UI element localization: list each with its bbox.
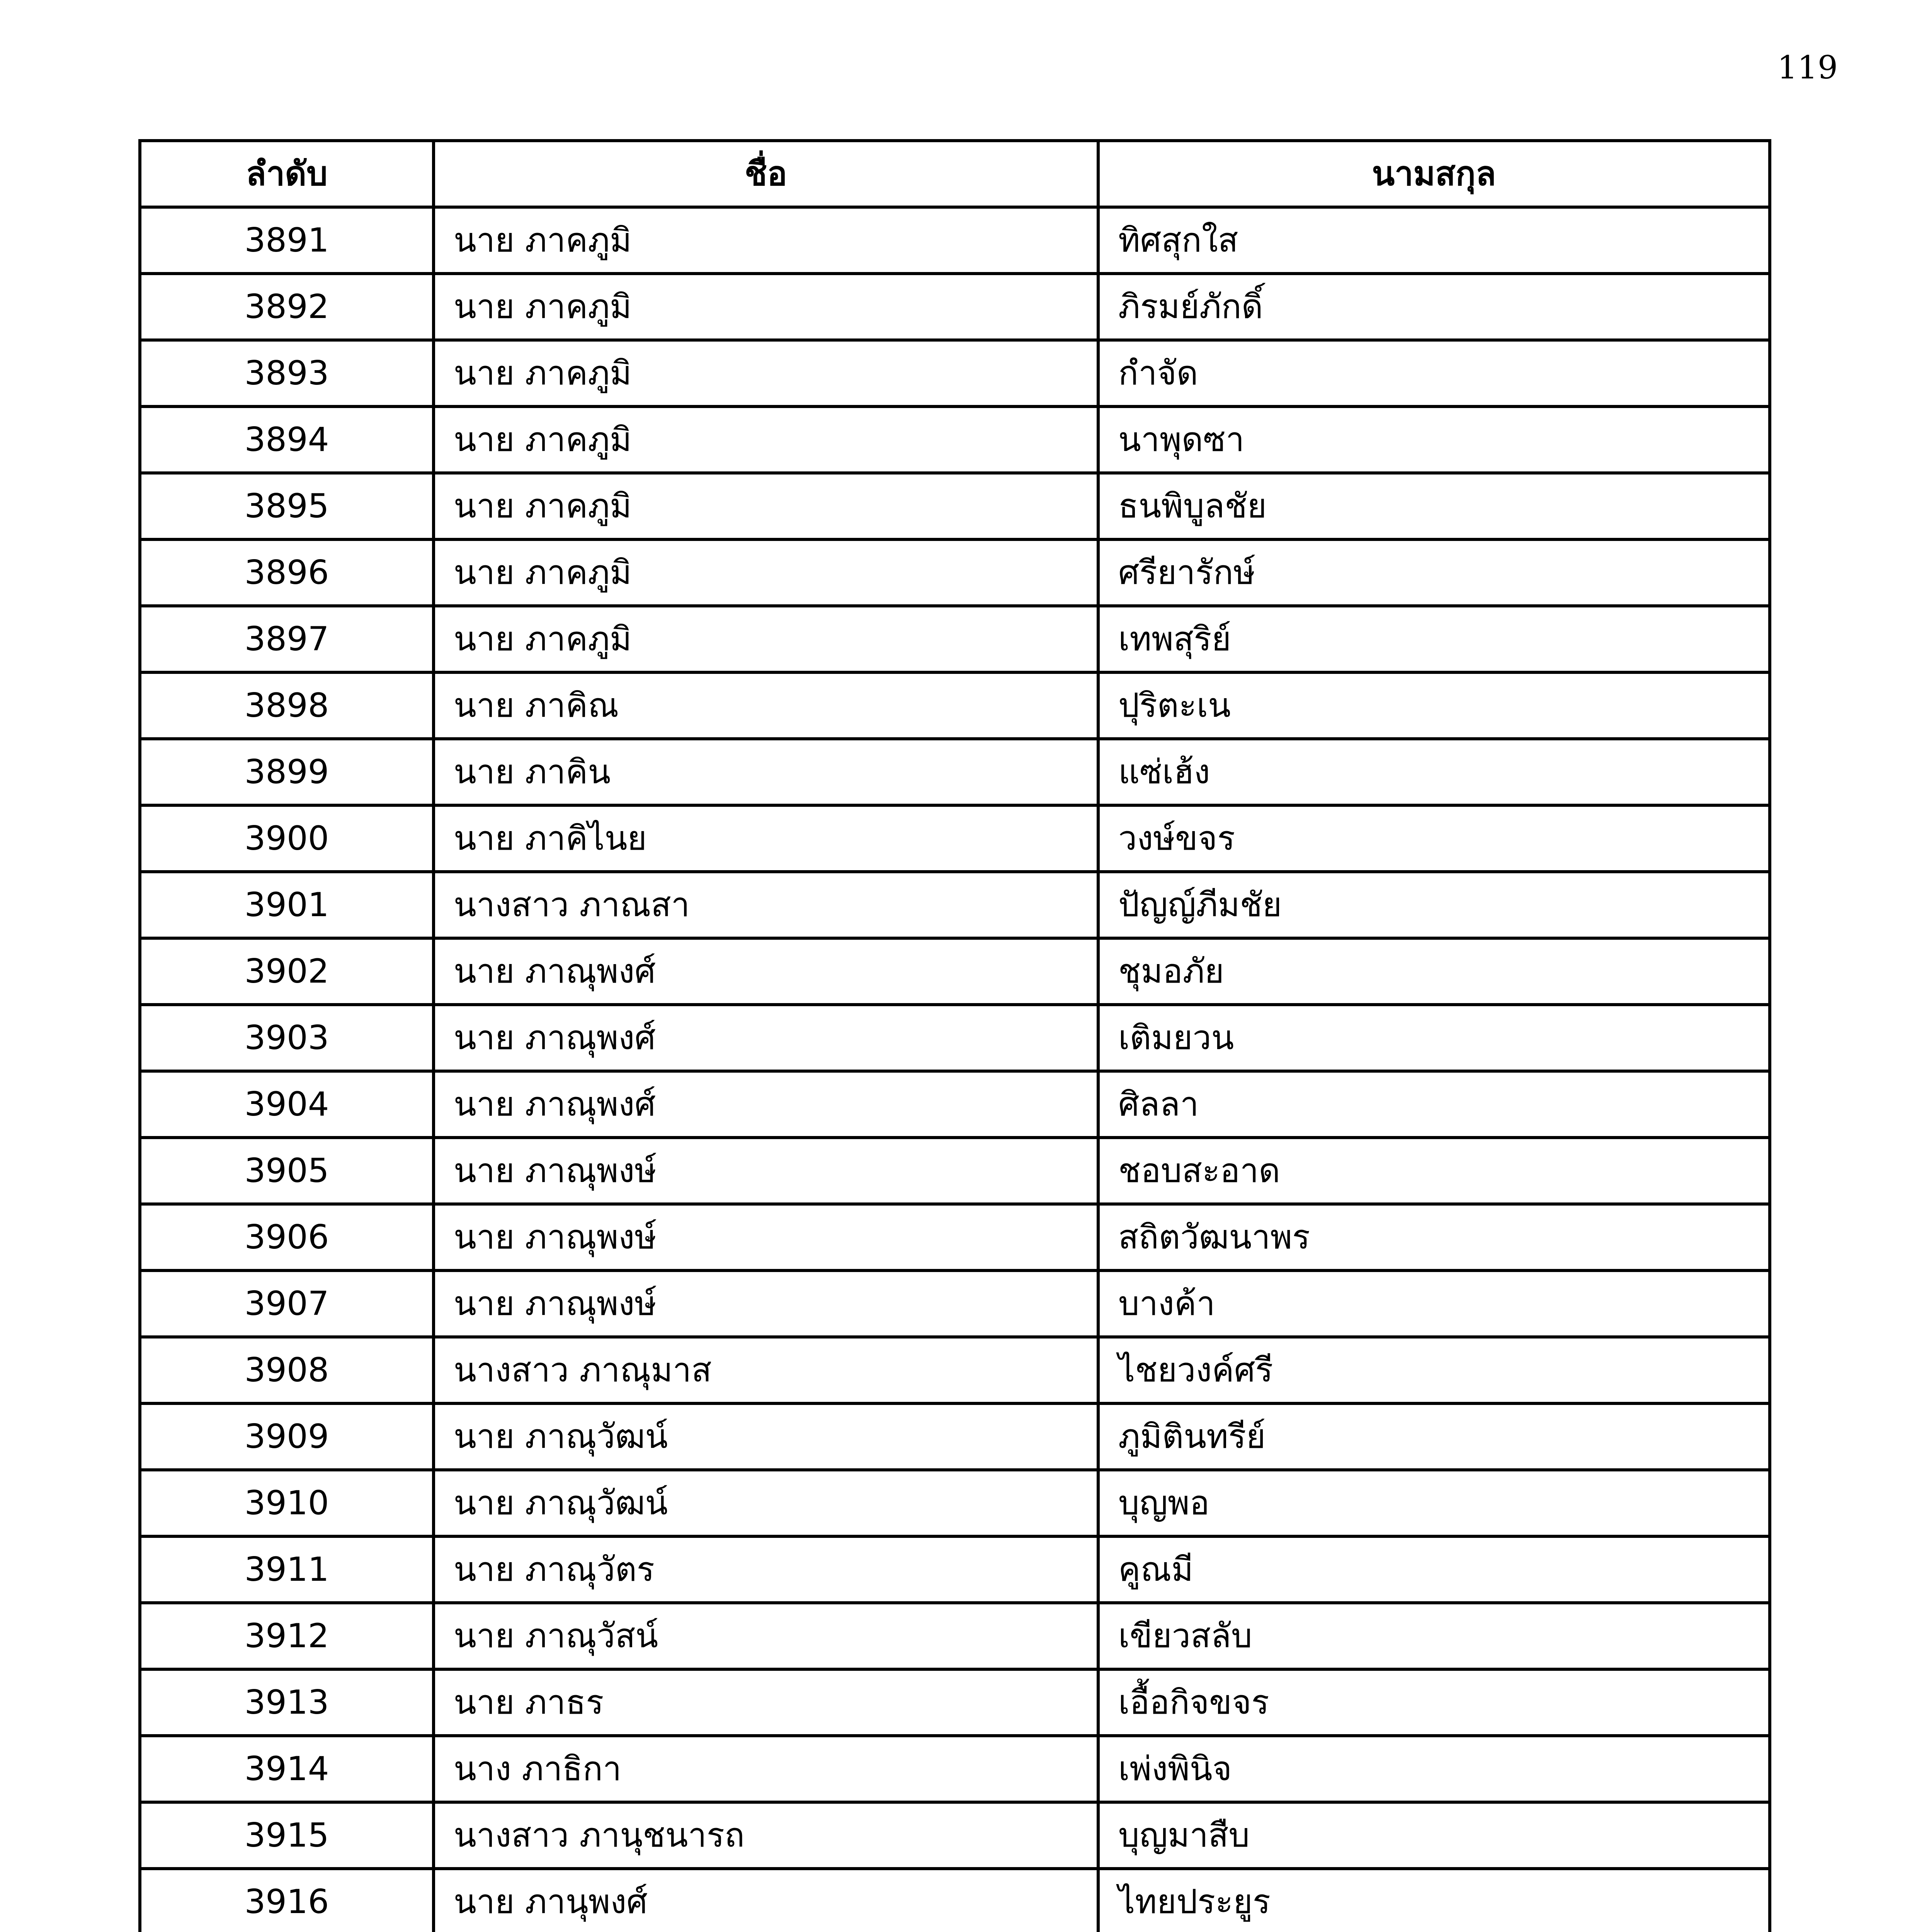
sequence-cell: 3907 [140, 1270, 434, 1337]
surname-cell: สถิตวัฒนาพร [1098, 1204, 1770, 1270]
surname-cell: ไทยประยูร [1098, 1869, 1770, 1932]
name-cell: นางสาว ภานุชนารถ [434, 1802, 1098, 1869]
name-cell: นาย ภาณุพงศ์ [434, 938, 1098, 1005]
name-cell: นาง ภาธิกา [434, 1736, 1098, 1802]
sequence-cell: 3915 [140, 1802, 434, 1869]
sequence-cell: 3902 [140, 938, 434, 1005]
name-cell: นาย ภาคภูมิ [434, 340, 1098, 406]
surname-cell: แซ่เฮ้ง [1098, 739, 1770, 805]
table-row [140, 1536, 1770, 1603]
surname-cell: เขียวสลับ [1098, 1603, 1770, 1669]
name-cell: นาย ภาคภูมิ [434, 207, 1098, 274]
table-header-row [140, 141, 1770, 207]
surname-cell: ปุริตะเน [1098, 672, 1770, 739]
sequence-cell: 3913 [140, 1669, 434, 1736]
surname-cell: วงษ์ขจร [1098, 805, 1770, 872]
sequence-cell: 3909 [140, 1403, 434, 1470]
surname-cell: กำจัด [1098, 340, 1770, 406]
sequence-cell: 3903 [140, 1005, 434, 1071]
header-sequence: ลำดับ [140, 141, 434, 207]
table-row [140, 872, 1770, 938]
sequence-cell: 3908 [140, 1337, 434, 1403]
table-row [140, 1869, 1770, 1932]
name-cell: นาย ภาคภูมิ [434, 606, 1098, 672]
sequence-cell: 3894 [140, 406, 434, 473]
table-row [140, 1204, 1770, 1270]
surname-cell: ศรียารักษ์ [1098, 539, 1770, 606]
surname-cell: ชุมอภัย [1098, 938, 1770, 1005]
table-row [140, 473, 1770, 539]
table-row [140, 1470, 1770, 1536]
name-cell: นาย ภาคิไนย [434, 805, 1098, 872]
name-cell: นาย ภาณุวัฒน์ [434, 1403, 1098, 1470]
surname-cell: ปัญญ์ภีมชัย [1098, 872, 1770, 938]
sequence-cell: 3905 [140, 1138, 434, 1204]
surname-cell: เพ่งพินิจ [1098, 1736, 1770, 1802]
sequence-cell: 3899 [140, 739, 434, 805]
sequence-cell: 3901 [140, 872, 434, 938]
table-row [140, 406, 1770, 473]
sequence-cell: 3910 [140, 1470, 434, 1536]
sequence-cell: 3898 [140, 672, 434, 739]
name-cell: นาย ภาคิน [434, 739, 1098, 805]
table-row [140, 340, 1770, 406]
sequence-cell: 3895 [140, 473, 434, 539]
surname-cell: ภิรมย์ภักดิ์ [1098, 274, 1770, 340]
name-cell: นาย ภาณุพงศ์ [434, 1005, 1098, 1071]
surname-cell: ทิศสุกใส [1098, 207, 1770, 274]
sequence-cell: 3896 [140, 539, 434, 606]
surname-cell: ชอบสะอาด [1098, 1138, 1770, 1204]
name-cell: นาย ภาณุพงศ์ [434, 1071, 1098, 1138]
surname-cell: เอื้อกิจขจร [1098, 1669, 1770, 1736]
table-row [140, 1736, 1770, 1802]
name-cell: นาย ภาณุวัสน์ [434, 1603, 1098, 1669]
table-row [140, 1603, 1770, 1669]
name-cell: นาย ภาณุวัฒน์ [434, 1470, 1098, 1536]
surname-cell: บางค้า [1098, 1270, 1770, 1337]
surname-cell: ภูมิตินทรีย์ [1098, 1403, 1770, 1470]
sequence-cell: 3906 [140, 1204, 434, 1270]
name-cell: นาย ภานุพงศ์ [434, 1869, 1098, 1932]
table-row [140, 539, 1770, 606]
table-row [140, 938, 1770, 1005]
sequence-cell: 3897 [140, 606, 434, 672]
sequence-cell: 3892 [140, 274, 434, 340]
name-cell: นาย ภาคภูมิ [434, 274, 1098, 340]
table-row [140, 606, 1770, 672]
name-cell: นาย ภาคภูมิ [434, 473, 1098, 539]
name-cell: นางสาว ภาณุมาส [434, 1337, 1098, 1403]
name-list-table [138, 139, 1771, 1932]
table-row [140, 1669, 1770, 1736]
table-row [140, 207, 1770, 274]
sequence-cell: 3914 [140, 1736, 434, 1802]
surname-cell: เติมยวน [1098, 1005, 1770, 1071]
surname-cell: บุญมาสืบ [1098, 1802, 1770, 1869]
surname-cell: ศิลลา [1098, 1071, 1770, 1138]
name-cell: นาย ภาคภูมิ [434, 406, 1098, 473]
table-row [140, 1403, 1770, 1470]
name-cell: นาย ภาณุพงษ์ [434, 1138, 1098, 1204]
table-row [140, 1802, 1770, 1869]
header-surname: นามสกุล [1098, 141, 1770, 207]
table-row [140, 805, 1770, 872]
surname-cell: ไชยวงค์ศรี [1098, 1337, 1770, 1403]
table-row [140, 1071, 1770, 1138]
sequence-cell: 3904 [140, 1071, 434, 1138]
name-cell: นาย ภาคภูมิ [434, 539, 1098, 606]
table-row [140, 1270, 1770, 1337]
page-number: 119 [1777, 49, 1838, 86]
name-cell: นาย ภาณุวัตร [434, 1536, 1098, 1603]
sequence-cell: 3916 [140, 1869, 434, 1932]
header-name: ชื่อ [434, 141, 1098, 207]
name-cell: นาย ภาธร [434, 1669, 1098, 1736]
name-cell: นาย ภาณุพงษ์ [434, 1204, 1098, 1270]
surname-cell: นาพุดซา [1098, 406, 1770, 473]
table-body [140, 207, 1770, 1932]
table-row [140, 1005, 1770, 1071]
table-row [140, 1337, 1770, 1403]
sequence-cell: 3891 [140, 207, 434, 274]
sequence-cell: 3900 [140, 805, 434, 872]
table-row [140, 1138, 1770, 1204]
table-row [140, 274, 1770, 340]
sequence-cell: 3911 [140, 1536, 434, 1603]
surname-cell: คูณมี [1098, 1536, 1770, 1603]
name-cell: นาย ภาณุพงษ์ [434, 1270, 1098, 1337]
table-row [140, 739, 1770, 805]
surname-cell: ธนพิบูลชัย [1098, 473, 1770, 539]
name-cell: นาย ภาคิณ [434, 672, 1098, 739]
table-row [140, 672, 1770, 739]
surname-cell: เทพสุริย์ [1098, 606, 1770, 672]
name-cell: นางสาว ภาณสา [434, 872, 1098, 938]
surname-cell: บุญพอ [1098, 1470, 1770, 1536]
sequence-cell: 3893 [140, 340, 434, 406]
sequence-cell: 3912 [140, 1603, 434, 1669]
